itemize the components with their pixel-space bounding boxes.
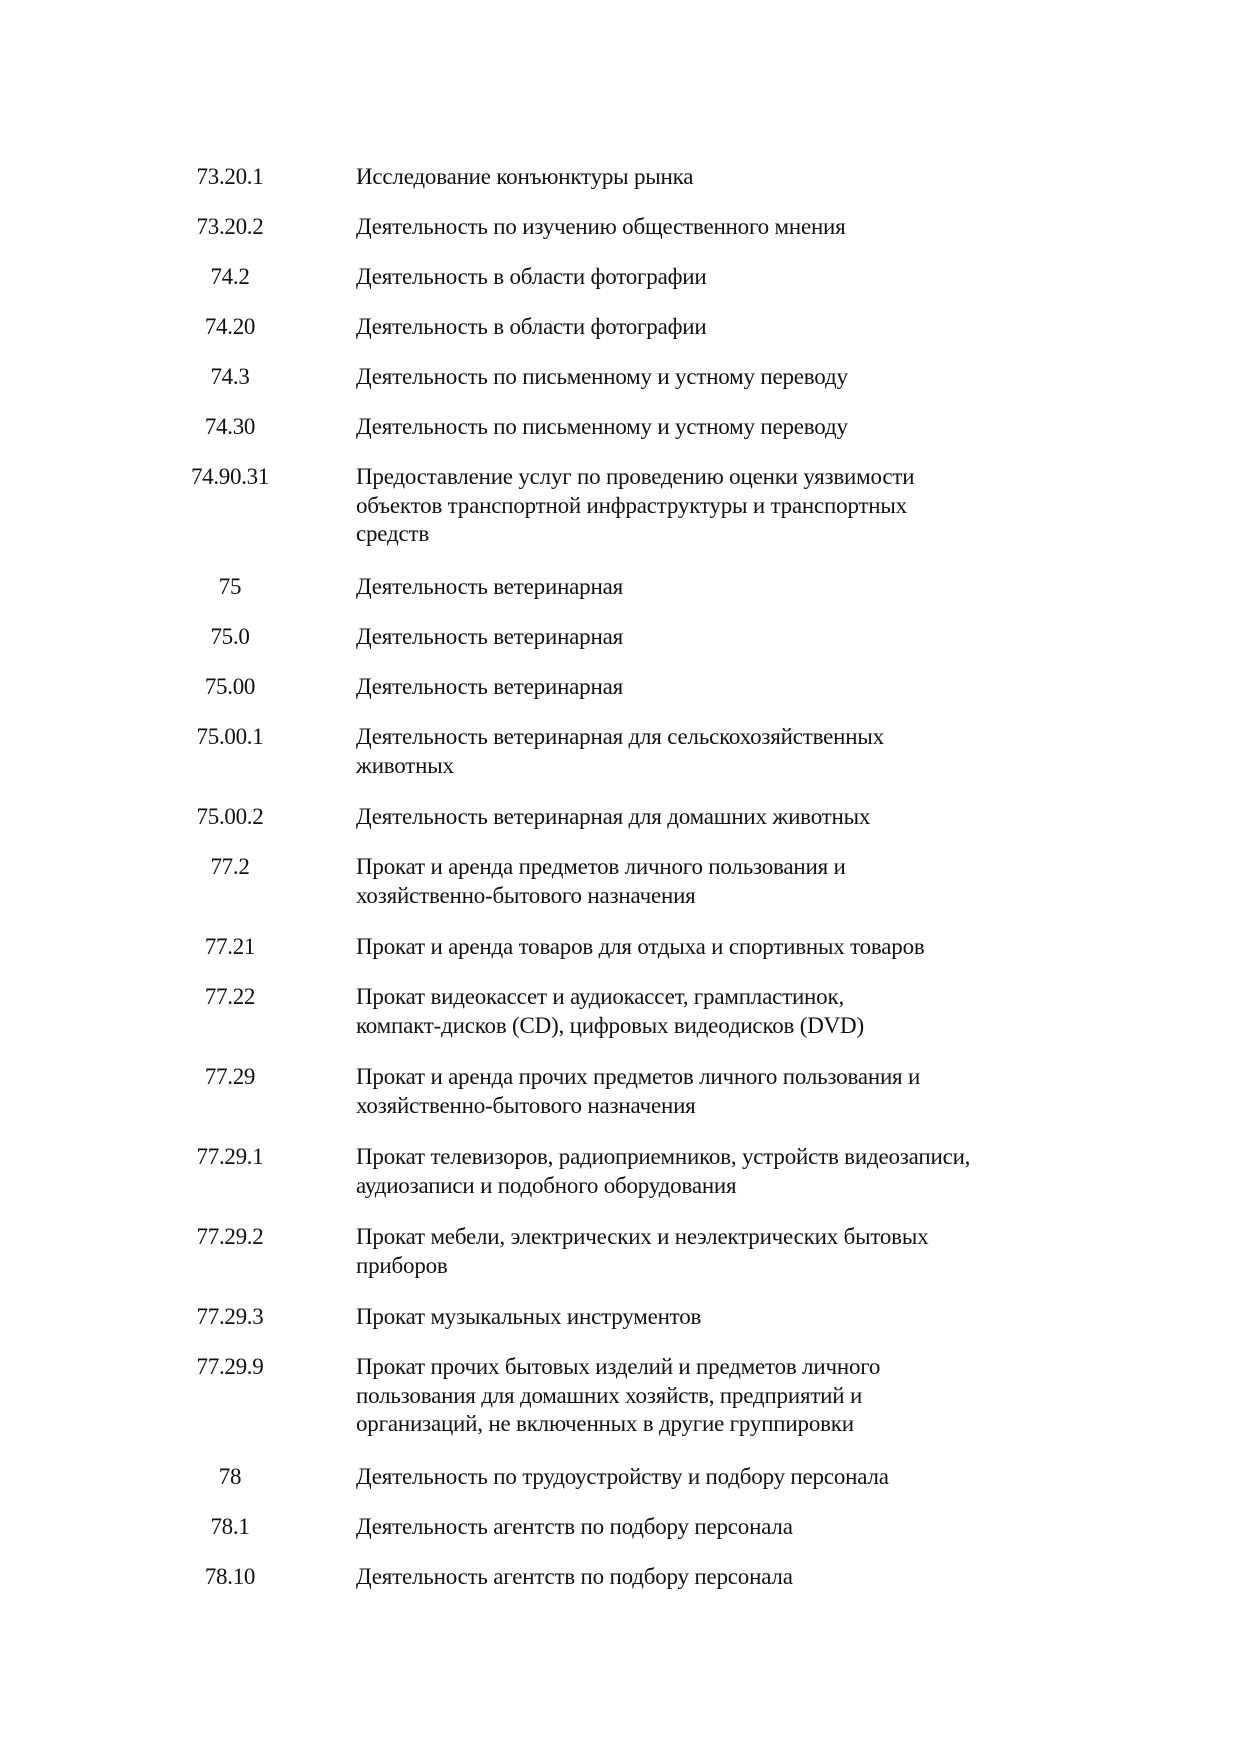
activity-code: 75.00.2 [196,804,264,829]
description-line: Прокат прочих бытовых изделий и предметов личного [356,1354,881,1379]
description-line: приборов [356,1252,448,1278]
description-line: Исследование конъюнктуры рынка [356,164,694,189]
activity-code: 78 [218,1464,242,1489]
description-line: Деятельность по трудоустройству и подбору персонала [356,1464,889,1489]
activity-code: 77.29.3 [196,1304,264,1329]
activity-description [356,363,1076,392]
description-line: Деятельность по письменному и устному переводу [356,364,848,389]
description-line: Прокат и аренда товаров для отдыха и спортивных товаров [356,934,925,959]
activity-description [356,1223,1076,1280]
description-line: компакт-дисков (CD), цифровых видеодисков (DVD) [356,1012,864,1038]
activity-description [356,313,1076,342]
activity-code: 73.20.1 [196,164,264,189]
description-line: Прокат и аренда прочих предметов личного пользования и [356,1064,921,1089]
activity-description [356,1463,1076,1492]
activity-code: 75.00.1 [196,724,264,749]
description-line: Деятельность ветеринарная [356,624,623,649]
activity-code: 73.20.2 [196,214,264,239]
activity-code: 74.90.31 [190,464,270,489]
activity-description [356,463,1076,549]
activity-code: 77.22 [204,984,256,1009]
activity-description [356,673,1076,702]
description-line: Прокат мебели, электрических и неэлектрических бытовых [356,1224,929,1249]
activity-code: 78.1 [210,1514,250,1539]
activity-code: 77.29.9 [196,1354,264,1379]
description-line: Деятельность ветеринарная для сельскохозяйственных [356,724,884,749]
activity-description [356,163,1076,192]
description-line: Прокат и аренда предметов личного пользования и [356,854,846,879]
description-line: Деятельность по письменному и устному переводу [356,414,848,439]
activity-description [356,263,1076,292]
activity-code: 77.29 [204,1064,256,1089]
activity-code: 74.20 [204,314,256,339]
activity-description [356,413,1076,442]
description-line: Деятельность в области фотографии [356,314,707,339]
description-line: Прокат музыкальных инструментов [356,1304,702,1329]
description-line: Прокат видеокассет и аудиокассет, грампластинок, [356,984,844,1009]
activity-description [356,803,1076,832]
description-line: Деятельность агентств по подбору персонала [356,1514,793,1539]
activity-code: 77.21 [204,934,256,959]
activity-description [356,1063,1076,1120]
description-line: Деятельность ветеринарная [356,674,623,699]
activity-code: 78.10 [204,1564,256,1589]
activity-code: 75.00 [204,674,256,699]
description-line: Деятельность ветеринарная для домашних животных [356,804,871,829]
activity-description [356,573,1076,602]
activity-description [356,1563,1076,1592]
activity-description [356,1143,1076,1200]
description-line: Прокат телевизоров, радиоприемников, устройств видеозаписи, [356,1144,971,1169]
activity-code: 74.3 [210,364,250,389]
activity-description [356,623,1076,652]
activity-code: 74.30 [204,414,256,439]
activity-code: 75 [218,574,242,599]
activity-description [356,933,1076,962]
activity-code: 77.29.1 [196,1144,264,1169]
activity-description [356,1353,1076,1439]
activity-description [356,213,1076,242]
activity-description [356,1303,1076,1332]
description-line: средств [356,521,430,546]
description-line: хозяйственно-бытового назначения [356,882,696,908]
description-line: Деятельность в области фотографии [356,264,707,289]
description-line: Деятельность ветеринарная [356,574,623,599]
activity-description [356,853,1076,910]
description-line: Деятельность по изучению общественного мнения [356,214,846,239]
description-line: аудиозаписи и подобного оборудования [356,1172,737,1198]
activity-code: 74.2 [210,264,250,289]
activity-code: 77.29.2 [196,1224,264,1249]
description-line: пользования для домашних хозяйств, предприятий и [356,1382,863,1408]
description-line: животных [356,752,454,778]
activity-description [356,983,1076,1040]
description-line: Предоставление услуг по проведению оценки уязвимости [356,464,915,489]
activity-code: 75.0 [210,624,250,649]
activity-description [356,1513,1076,1542]
description-line: хозяйственно-бытового назначения [356,1092,696,1118]
description-line: объектов транспортной инфраструктуры и транспортных [356,492,907,518]
description-line: организаций, не включенных в другие группировки [356,1411,854,1436]
activity-description [356,723,1076,780]
activity-code: 77.2 [210,854,250,879]
description-line: Деятельность агентств по подбору персонала [356,1564,793,1589]
